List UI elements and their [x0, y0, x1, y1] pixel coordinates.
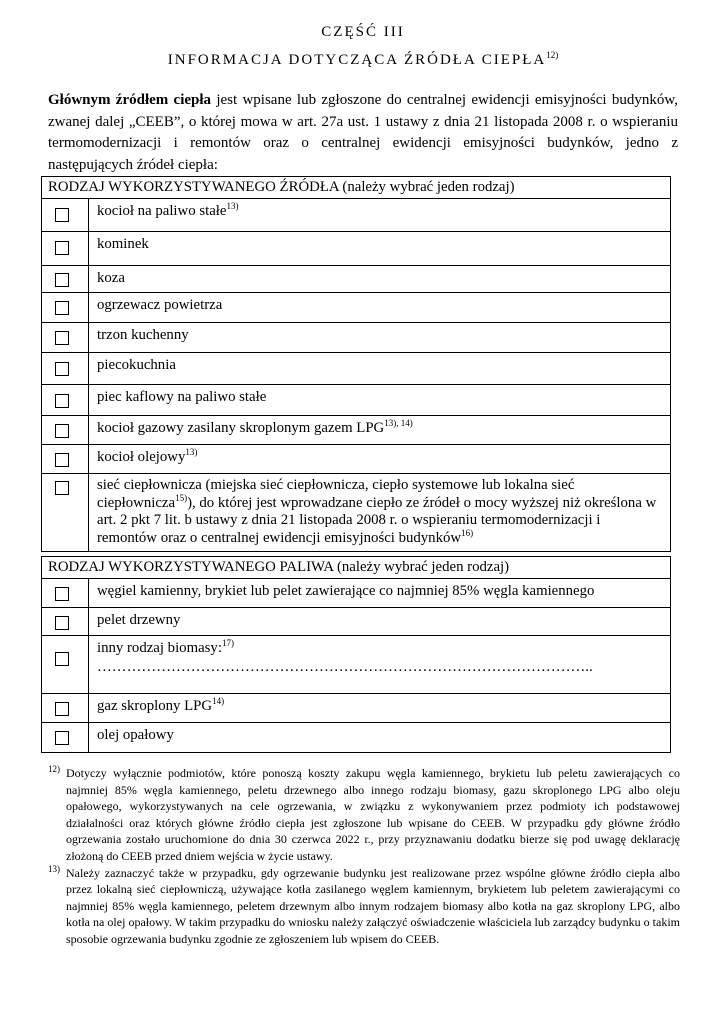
- option-label: pelet drzewny: [89, 608, 671, 636]
- footnote-ref: 13), 14): [384, 418, 413, 429]
- checkbox-cell: [42, 474, 89, 552]
- footnote-ref: 17): [221, 638, 234, 649]
- footnote-ref: 12): [546, 50, 559, 60]
- checkbox-heating-oil[interactable]: [55, 731, 69, 745]
- checkbox-cell: [42, 723, 89, 753]
- checkbox-tiled-stove[interactable]: [55, 394, 69, 408]
- footnote-ref: 13): [226, 201, 239, 212]
- option-label: [89, 445, 671, 474]
- footnote-mark: 13): [48, 863, 60, 874]
- option-label: [89, 416, 671, 445]
- option-label: piec kaflowy na paliwo stałe: [89, 385, 671, 416]
- checkbox-lpg-boiler[interactable]: [55, 424, 69, 438]
- checkbox-other-biomass[interactable]: [55, 652, 69, 666]
- option-label: trzon kuchenny: [89, 323, 671, 353]
- footnote-13: [48, 865, 680, 948]
- checkbox-cell: [42, 293, 89, 323]
- checkbox-lpg[interactable]: [55, 702, 69, 716]
- option-label: [89, 694, 671, 723]
- option-label: węgiel kamienny, brykiet lub pelet zawierające co najmniej 85% węgla kamiennego: [89, 579, 671, 608]
- heat-source-table: [41, 176, 671, 552]
- checkbox-solid-fuel-boiler[interactable]: [55, 208, 69, 222]
- checkbox-cell: [42, 323, 89, 353]
- checkbox-hard-coal[interactable]: [55, 587, 69, 601]
- checkbox-cell: [42, 199, 89, 232]
- option-label: [89, 199, 671, 232]
- checkbox-wood-pellet[interactable]: [55, 616, 69, 630]
- option-label: ogrzewacz powietrza: [89, 293, 671, 323]
- section-title: [0, 52, 726, 69]
- heat-source-header: RODZAJ WYKORZYSTYWANEGO ŹRÓDŁA (należy wybrać jeden rodzaj): [42, 177, 671, 199]
- option-label: kominek: [89, 232, 671, 266]
- section-title-text: INFORMACJA DOTYCZĄCA ŹRÓDŁA CIEPŁA: [167, 52, 547, 68]
- option-label: [89, 474, 671, 552]
- fuel-type-table: [41, 556, 671, 753]
- footnote-12: [48, 765, 680, 865]
- option-label: olej opałowy: [89, 723, 671, 753]
- checkbox-cell: [42, 416, 89, 445]
- footnotes: [48, 765, 680, 948]
- option-text: kocioł olejowy: [97, 449, 186, 465]
- fuel-type-header: RODZAJ WYKORZYSTYWANEGO PALIWA (należy wybrać jeden rodzaj): [42, 557, 671, 579]
- checkbox-stove[interactable]: [55, 273, 69, 287]
- option-text: kocioł gazowy zasilany skroplonym gazem LPG: [97, 420, 385, 436]
- footnote-ref: 13): [185, 447, 198, 458]
- checkbox-cell: [42, 694, 89, 723]
- option-text: inny rodzaj biomasy:: [97, 640, 222, 656]
- checkbox-cell: [42, 636, 89, 694]
- checkbox-cell: [42, 608, 89, 636]
- intro-paragraph: [48, 90, 678, 176]
- footnote-text: Dotyczy wyłącznie podmiotów, które ponoszą koszty zakupu węgla kamiennego, brykietu lub peletu zawierających co najmniej 85% węgla kamiennego, peletu drzewnego albo innego rodzaju biomasy, gazu skroplonego LPG albo oleju opałowego, wykorzystywanych na cele ogrzewania, w związku z wykonywaniem przez podmioty ich podstawowej działalności oraz których główne źródło ciepła jest zgłoszone lub wpisane do CEEB. W przypadku gdy główne źródło ogrzewania zostało uruchomione do dnia 30 czerwca 2022 r., przy przyznawaniu dodatku bierze się pod uwagę deklarację złożoną do CEEB przed dniem wejścia w życie ustawy.: [66, 766, 680, 863]
- checkbox-district-heating[interactable]: [55, 481, 69, 495]
- checkbox-fireplace[interactable]: [55, 241, 69, 255]
- intro-bold: Głównym źródłem ciepła: [48, 92, 212, 108]
- checkbox-oil-boiler[interactable]: [55, 453, 69, 467]
- checkbox-cell: [42, 232, 89, 266]
- option-label: koza: [89, 266, 671, 293]
- part-title: CZĘŚĆ III: [321, 24, 405, 40]
- footnote-ref: 15): [175, 492, 188, 503]
- checkbox-cell: [42, 445, 89, 474]
- checkbox-cell: [42, 579, 89, 608]
- checkbox-cell: [42, 266, 89, 293]
- intro-text: jest wpisane lub zgłoszone do centralnej ewidencji emisyjności budynków, zwanej dalej „CEEB”, o której mowa w art. 27a ust. 1 ustawy z dnia 21 listopada 2008 r. o wspieraniu termomodernizacji i remontów oraz o centralnej ewidencji emisyjności budynków, jedno z następujących źródeł ciepła:: [48, 92, 678, 173]
- option-text: gaz skroplony LPG: [97, 698, 213, 714]
- option-text: sieć ciepłownicza (miejska sieć ciepłownicza, ciepło systemowe lub lokalna sieć ciepłownicza: [97, 477, 575, 511]
- checkbox-kitchen-range[interactable]: [55, 331, 69, 345]
- checkbox-air-heater[interactable]: [55, 301, 69, 315]
- option-text: ), do której jest wprowadzane ciepło ze źródeł o mocy wyższej niż określona w art. 2 pkt 7 lit. b ustawy z dnia 21 listopada 2008 r. o wspieraniu termomodernizacji i remontów oraz o centralnej ewidencji emisyjności budynków: [97, 494, 657, 546]
- checkbox-stove-kitchen[interactable]: [55, 362, 69, 376]
- option-text: kocioł na paliwo stałe: [97, 203, 227, 219]
- option-label: [89, 636, 671, 694]
- option-label: piecokuchnia: [89, 353, 671, 385]
- checkbox-cell: [42, 385, 89, 416]
- footnote-text: Należy zaznaczyć także w przypadku, gdy ogrzewanie budynku jest realizowane przez wspólne główne źródło ciepła albo przez lokalną sieć ciepłowniczą, używające kotła zasilanego węglem kamiennym, brykietem lub peletem zawierającymi co najmniej 85% węgla kamiennego, peletem drzewnym albo innym rodzajem biomasy albo kotła na gaz skroplony LPG, albo kotła na olej opałowy. W takim przypadku do wniosku należy załączyć oświadczenie właściciela lub zarządcy budynku o takim sposobie ogrzewania budynku zgodnie ze zgłoszeniem lub wpisem do CEEB.: [66, 865, 680, 946]
- checkbox-cell: [42, 353, 89, 385]
- footnote-ref: 14): [212, 696, 225, 707]
- footnote-ref: 16): [461, 527, 474, 538]
- biomass-fill-line[interactable]: ………………………………………………………………………………………..: [97, 659, 593, 675]
- footnote-mark: 12): [48, 764, 60, 774]
